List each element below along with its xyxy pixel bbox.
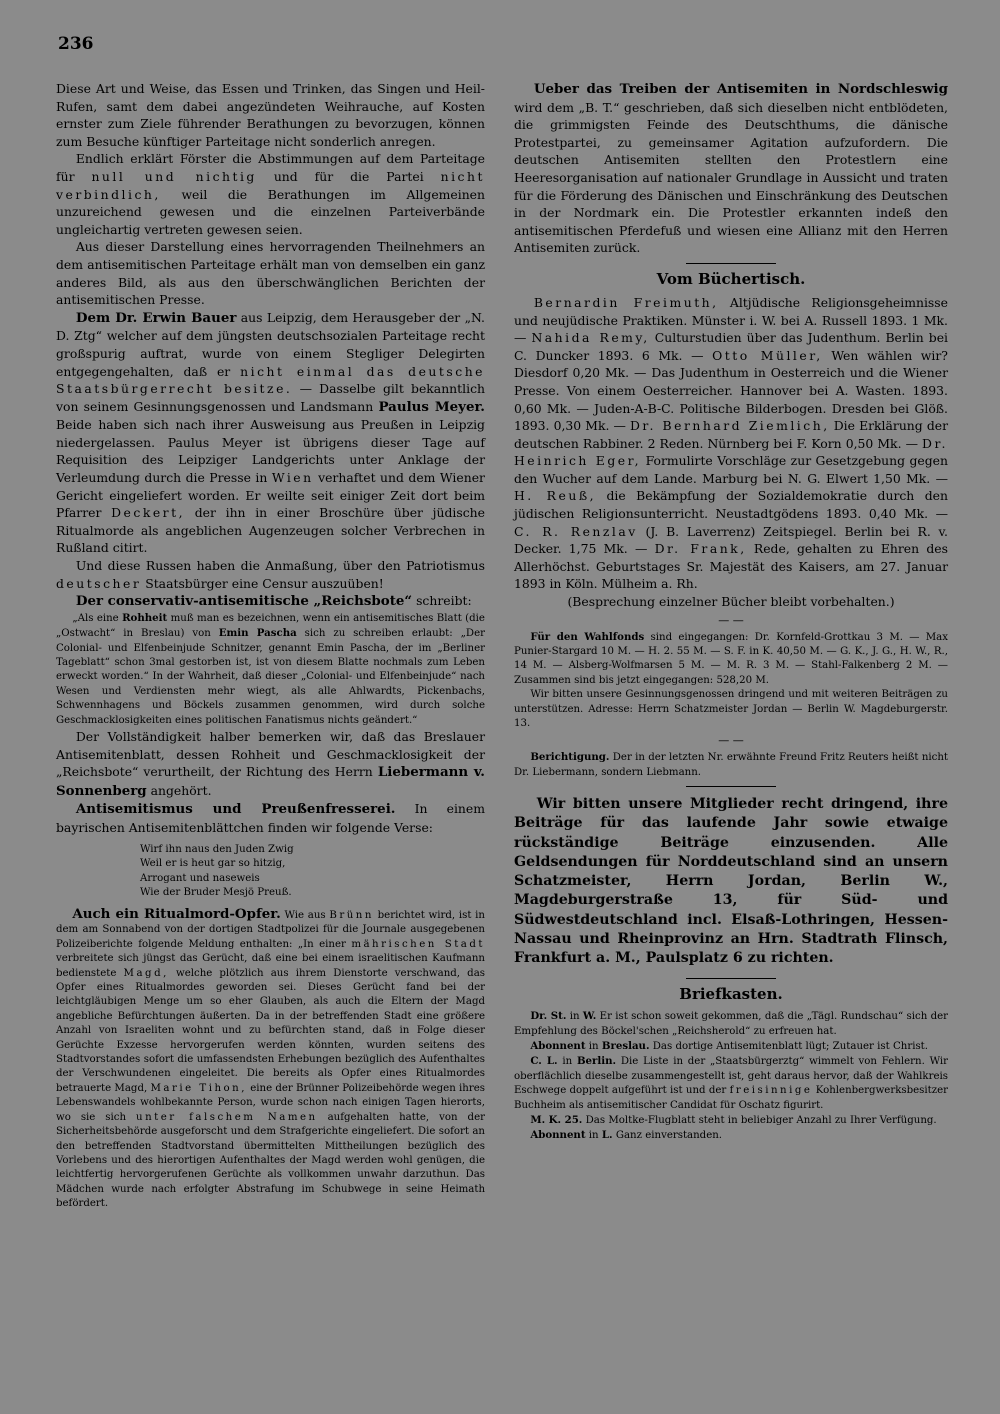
verse-line: Weil er is heut gar so hitzig, [140, 858, 286, 870]
letter-reply: C. L. in Berlin. Die Liste in der „Staatsbürgerztg“ wimmelt von Fehlern. Wir oberflächlich dieselbe zusammengestellt ist, geht daraus hervor, daß der Wahlkreis Eschwege doppelt aufgeführt ist und der freisinnige Kohlenbergwerksbesitzer Buchheim als antisemitischer Candidat für Oschatz figurirt. [514, 1055, 948, 1111]
paragraph: Auch ein Ritualmord-Opfer. Wie aus Brünn berichtet wird, ist in dem am Sonnabend von der dortigen Stadtpolizei für die Journale ausgegebenen Polizeiberichte folgende Meldung enthalten: „In einer mährischen Stadt verbreitete sich jüngst das Gerücht, daß eine bei einem israelitischen Kaufmann bedienstete Magd, welche plötzlich aus ihrem Dienstorte verschwand, das Opfer eines Ritualmordes geworden sei. Dieses Gerücht fand bei der leichtgläubigen Menge um so eher Glauben, als auch die Eltern der Magd angebliche Befürchtungen äußerten. Da in der betreffenden Stadt eine größere Anzahl von Israeliten wohnt und zu befürchten stand, daß in Folge dieser Gerüchte Exzesse hervorgerufen werden könnten, wurden seitens des Stadtvorstandes sofort die umfassendsten Erhebungen bezüglich des Aufenthaltes der Verschwundenen eingeleitet. Die bereits als Opfer eines Ritualmordes betrauerte Magd, Marie Tihon, eine der Brünner Polizeibehörde wegen ihres Lebenswandels wohlbekannte Person, wurde schon nach einigen Tagen hierorts, wo sie sich unter falschem Namen aufgehalten hatte, von der Sicherheitsbehörde ausgeforscht und dem Strafgerichte eingeliefert. Die sofort an den betreffenden Stadtvorstand übermittelten Mittheilungen bezüglich des Vorlebens und des hierortigen Aufenthaltes der Magd werden wohl genügen, die leichtfertig hervorgerufenen Gerüchte als vollkommen unwahr darzuthun. Das Mädchen wurde nach erfolgter Abstrafung im Schubwege in seine Heimath befördert. [56, 906, 485, 1210]
section-heading-briefkasten: Briefkasten. [679, 985, 783, 1004]
paragraph: Diese Art und Weise, das Essen und Trinken, das Singen und Heil-Rufen, samt dem dabei angezündeten Weihrauche, auf Kosten ernster zum Ziele führender Berathungen zu bevorzugen, können zum Besuche künftiger Parteitage nicht sonderlich anregen. [56, 81, 485, 149]
wahlfonds-notice: Für den Wahlfonds sind eingegangen: Dr. Kornfeld-Grottkau 3 M. — Max Punier-Stargard 10 M. — H. 2. 55 M. — S. F. in K. 40,50 M. — G. K., J. G., H. W., R., 14 M. — Alsberg-Wolfmarsen 5 M. — M. R. 3 M. — Stahl-Falkenberg 2 M. — Zusammen sind bis jetzt eingegangen: 528,20 M. [514, 630, 948, 686]
article-heading: Auch ein Ritualmord-Opfer. [72, 906, 281, 922]
book-note: (Besprechung einzelner Bücher bleibt vorbehalten.) [567, 594, 895, 610]
separator: — — [718, 613, 744, 627]
verse-line: Arrogant und naseweis [140, 872, 260, 884]
paragraph: Aus dieser Darstellung eines hervorragenden Theilnehmers an dem antisemitischen Parteitage erhält man von demselben ein ganz anderes Bild, als aus den überschwänglichen Berichten der antisemitischen Presse. [56, 239, 485, 308]
correction-notice: Berichtigung. Der in der letzten Nr. erwähnte Freund Fritz Reuters heißt nicht Dr. Liebermann, sondern Liebmann. [514, 751, 948, 778]
book-list: Bernardin Freimuth, Altjüdische Religionsgeheimnisse und neujüdische Praktiken. Münster i. W. bei A. Russell 1893. 1 Mk. — Nahida Remy, Culturstudien über das Judenthum. Berlin bei C. Duncker 1893. 6 Mk. — Otto Müller, Wen wählen wir? Diesdorf 0,20 Mk. — Das Judenthum in Oesterreich und die Wiener Presse. Von einem Oesterreicher. Hannover bei A. Wasten. 1893. 0,60 Mk. — Juden-A-B-C. Politische Bilderbogen. Dresden bei Glöß. 1893. 0,30 Mk. — Dr. Bernhard Ziemlich, Die Erklärung der deutschen Rabbiner. 2 Reden. Nürnberg bei F. Korn 0,50 Mk. — Dr. Heinrich Eger, Formulirte Vorschläge zur Gesetzgebung gegen den Wucher auf dem Lande. Marburg bei N. G. Elwert 1,50 Mk. — H. Reuß, die Bekämpfung der Sozialdemokratie durch den jüdischen Religionsunterricht. Neustadtgödens 1893. 0,40 Mk. — C. R. Renzlav (J. B. Laverrenz) Zeitspiegel. Berlin bei R. v. Decker. 1,75 Mk. — Dr. Frank, Rede, gehalten zu Ehren des Allerhöchst. Geburtstages Sr. Majestät des Kaisers, am 27. Januar 1893 in Köln. Mülheim a. Rh. [514, 294, 949, 592]
article-heading: Dem Dr. Erwin Bauer [75, 309, 237, 326]
paragraph: Der conservativ-antisemitische „Reichsbote“ schreibt: [75, 593, 472, 610]
divider [686, 978, 776, 979]
letter-reply: Abonnent in Breslau. Das dortige Antisemitenblatt lügt; Zutauer ist Christ. [530, 1039, 929, 1052]
paragraph: Der Vollständigkeit halber bemerken wir, daß das Breslauer Antisemitenblatt, dessen Rohheit und Geschmacklosigkeit der „Reichsbote“ verurtheilt, der Richtung des Herrn Liebermann v. Sonnenberg angehört. [56, 729, 485, 799]
section-heading-buechertisch: Vom Büchertisch. [656, 269, 806, 288]
paragraph: Dem Dr. Erwin Bauer aus Leipzig, dem Herausgeber der „N. D. Ztg“ welcher auf dem jüngsten deutschsozialen Parteitage recht großspurig auftrat, wurde von einem Stegliger Delegirten entgegengehalten, daß er nicht einmal das deutsche Staatsbürgerrecht besitze. — Dasselbe gilt bekanntlich von seinem Gesinnungsgenossen und Landsmann Paulus Meyer. Beide haben sich nach ihrer Ausweisung aus Preußen in Leipzig niedergelassen. Paulus Meyer ist übrigens dieser Tage auf Requisition des Leipziger Landgerichts unter Anklage der Verleumdung durch die Presse in Wien verhaftet und dem Wiener Gericht eingeliefert worden. Er weilte seit einiger Zeit dort beim Pfarrer Deckert, der ihn in einer Broschüre über jüdische Ritualmorde als angeblichen Augenzeugen solcher Verbrechen in Rußland citirt. [56, 309, 486, 556]
verse-line: Wirf ihn naus den Juden Zwig [140, 843, 294, 855]
page-number: 236 [58, 34, 94, 54]
letter-reply: Dr. St. in W. Er ist schon soweit gekommen, daß die „Tägl. Rundschau“ sich der Empfehlung des Böckel'schen „Reichsherold“ zu erfreuen hat. [514, 1010, 949, 1037]
separator: — — [718, 734, 744, 748]
paragraph: Antisemitismus und Preußenfresserei. In einem bayrischen Antisemitenblättchen finden wir folgende Verse: [56, 801, 485, 836]
paragraph: Ueber das Treiben der Antisemiten in Nordschleswig wird dem „B. T.“ geschrieben, daß sich dieselben nicht entblödeten, die grimmigsten Feinde des Deutschthums, die dänische Protestpartei, zu gemeinsamer Agitation aufzufordern. Die deutschen Antisemiten stellten den Protestlern eine Heeresorganisation auf nationaler Grundlage in Aussicht und traten für die Förderung des Dänischen und Einschränkung des Deutschen in der Nordmark ein. Die Protestler erkannten indeß den antisemitischen Pferdefuß und wiesen eine Allianz mit den Herren Antisemiten zurück. [514, 81, 948, 256]
article-heading: Der conservativ-antisemitische „Reichsbote“ [75, 593, 413, 610]
verse-line: Wie der Bruder Mesjö Preuß. [140, 887, 292, 899]
letter-reply: Abonnent in L. Ganz einverstanden. [530, 1129, 723, 1142]
article-heading: Antisemitismus und Preußenfresserei. [75, 801, 396, 818]
article-heading: Ueber das Treiben der Antisemiten in Nordschleswig [533, 81, 948, 97]
paragraph: Und diese Russen haben die Anmaßung, über den Patriotismus deutscher Staatsbürger eine Censur auszuüben! [56, 558, 485, 591]
wahlfonds-appeal: Wir bitten unsere Gesinnungsgenossen dringend und mit weiteren Beiträgen zu unterstützen. Adresse: Herrn Schatzmeister Jordan — Berlin W. Magdeburgerstr. 13. [514, 689, 948, 730]
letter-reply: M. K. 25. Das Moltke-Flugblatt steht in beliebiger Anzahl zu Ihrer Verfügung. [530, 1113, 937, 1126]
left-column [56, 80, 485, 1212]
divider [686, 263, 776, 264]
quotation: „Als eine Rohheit muß man es bezeichnen, wenn ein antisemitisches Blatt (die „Ostwacht“ in Breslau) von Emin Pascha sich zu schreiben erlaubt: „Der Colonial- und Elfenbeinjude Schnitzer, genannt Emin Pascha, der im „Berliner Tageblatt“ schon 3mal gestorben ist, ist von diesem Blatte nochmals zum Leben erweckt worden.“ In der Wahrheit, daß dieser „Colonial- und Elfenbeinjude“ nach Wesen und Verdiensten mehr wiegt, als alle Ahlwardts, Pickenbachs, Schwennhagens und Böckels zusammen genommen, wird durch solche Geschmacklosigkeiten eines politischen Fanatismus nichts geändert.“ [56, 611, 485, 726]
membership-appeal: Wir bitten unsere Mitglieder recht dringend, ihre Beiträge für das laufende Jahr sowie etwaige rückständige Beiträge einzusenden. Alle Geldsendungen für Norddeutschland sind an unsern Schatzmeister, Herrn Jordan, Berlin W., Magdeburgerstraße 13, für Süd- und Südwestdeutschland incl. Elsaß-Lothringen, Hessen-Nassau und Rheinprovinz an Hrn. Stadtrath Flinsch, Frankfurt a. M., Paulsplatz 6 zu richten. [514, 796, 948, 966]
paragraph: Endlich erklärt Förster die Abstimmungen auf dem Parteitage für null und nichtig und für die Partei nicht verbindlich, weil die Berathungen im Allgemeinen unzureichend gewesen und die einzelnen Parteiverbände ungleichartig vertreten gewesen seien. [56, 151, 485, 237]
right-column [514, 80, 948, 1144]
divider [686, 786, 776, 787]
verse-block [56, 843, 485, 901]
